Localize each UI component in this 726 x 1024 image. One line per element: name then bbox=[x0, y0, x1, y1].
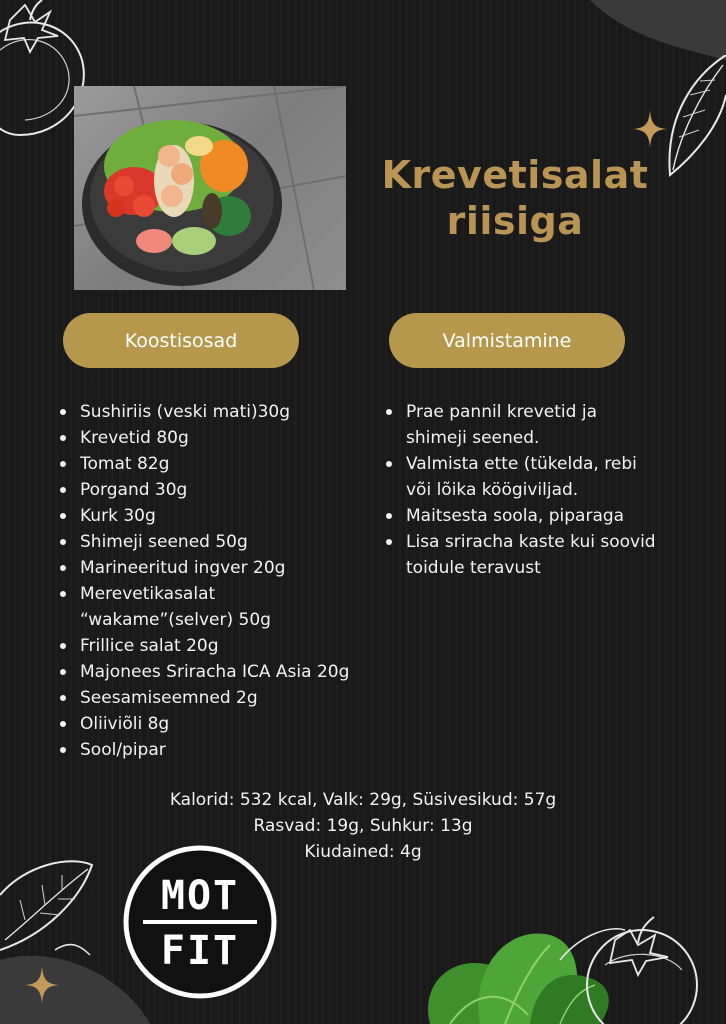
logo-text-bottom: FIT bbox=[160, 928, 240, 974]
list-item: Lisa sriracha kaste kui soovid toidule teravust bbox=[381, 529, 661, 581]
list-item: Krevetid 80g bbox=[55, 425, 395, 451]
sparkle-icon bbox=[25, 966, 59, 1004]
list-item: Merevetikasalat “wakame”(selver) 50g bbox=[55, 581, 310, 633]
list-item: Valmista ette (tükelda, rebi või lõika köögiviljad. bbox=[381, 451, 651, 503]
nutrition-line-2: Rasvad: 19g, Suhkur: 13g bbox=[253, 816, 473, 836]
ingredients-heading: Koostisosad bbox=[63, 313, 299, 368]
title-line-2: riisiga bbox=[446, 199, 584, 243]
list-item: Porgand 30g bbox=[55, 477, 395, 503]
list-item: Kurk 30g bbox=[55, 503, 395, 529]
ingredients-list bbox=[55, 399, 395, 763]
recipe-title bbox=[360, 152, 670, 244]
sparkle-icon bbox=[633, 110, 667, 148]
logo-text-top: MOT bbox=[160, 873, 240, 919]
leaf-sketch-icon bbox=[0, 855, 95, 965]
list-item: Oliiviõli 8g bbox=[55, 711, 395, 737]
list-item: Majonees Sriracha ICA Asia 20g bbox=[55, 659, 395, 685]
spinach-leaves-icon bbox=[410, 905, 726, 1024]
salad-bowl-photo bbox=[74, 86, 346, 290]
list-item: Prae pannil krevetid ja shimeji seened. bbox=[381, 399, 646, 451]
preparation-heading: Valmistamine bbox=[389, 313, 625, 368]
motfit-logo bbox=[121, 843, 279, 1001]
corner-shape bbox=[590, 0, 726, 60]
list-item: Marineeritud ingver 20g bbox=[55, 555, 395, 581]
list-item: Sushiriis (veski mati)30g bbox=[55, 399, 395, 425]
list-item: Tomat 82g bbox=[55, 451, 395, 477]
list-item: Shimeji seened 50g bbox=[55, 529, 395, 555]
list-item: Sool/pipar bbox=[55, 737, 395, 763]
preparation-list bbox=[381, 399, 681, 581]
list-item: Seesamiseemned 2g bbox=[55, 685, 395, 711]
list-item: Frillice salat 20g bbox=[55, 633, 395, 659]
title-line-1: Krevetisalat bbox=[381, 153, 649, 197]
list-item: Maitsesta soola, piparaga bbox=[381, 503, 681, 529]
nutrition-line-1: Kalorid: 532 kcal, Valk: 29g, Süsivesikud: 57g bbox=[169, 790, 557, 810]
nutrition-line-3: Kiudained: 4g bbox=[304, 842, 422, 862]
